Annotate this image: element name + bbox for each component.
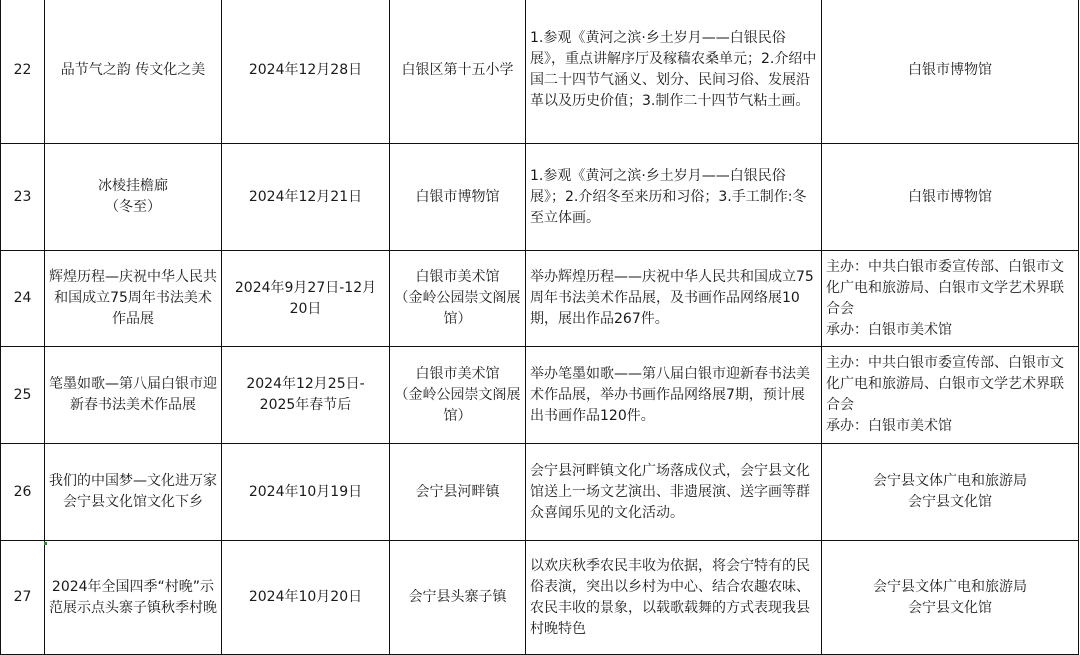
activity-title-line: 2024年全国四季“村晚”示范展示点头寨子镇秋季村晚 (49, 578, 217, 616)
activity-organizer-line: 承办：白银市美术馆 (826, 321, 952, 338)
activity-organizer-line: 白银市博物馆 (908, 61, 992, 78)
activity-venue (390, 251, 526, 347)
activity-date (222, 541, 390, 655)
activity-organizer-line: 会宁县文化馆 (908, 599, 992, 616)
activity-content: 举办辉煌历程——庆祝中华人民共和国成立75周年书法美术作品展，及书画作品网络展10期，展出作品267件。 (526, 251, 822, 347)
activity-organizer (822, 0, 1079, 144)
activity-organizer-line: 白银市博物馆 (908, 188, 992, 205)
activity-organizer-line: 主办：中共白银市委宣传部、白银市文化广电和旅游局、白银市文学艺术界联合会 (826, 258, 1064, 317)
activity-content: 举办笔墨如歌——第八届白银市迎新春书法美术作品展，举办书画作品网络展7期，预计展出书画作品120件。 (526, 347, 822, 444)
activity-organizer-line: 会宁县文体广电和旅游局 (873, 578, 1027, 595)
activity-organizer (822, 444, 1079, 541)
activity-venue (390, 444, 526, 541)
table-row (1, 144, 1079, 251)
activity-venue (390, 347, 526, 444)
activity-date (222, 144, 390, 251)
activity-title-line: 冰棱挂檐廊 (98, 178, 168, 194)
activity-venue (390, 541, 526, 655)
activity-title-line: 会宁县文化馆文化下乡 (63, 494, 203, 510)
activity-title-line: 笔墨如歌—第八届白银市迎新春书法美术作品展 (49, 376, 217, 413)
activity-title (45, 251, 222, 347)
activity-date-line: 2024年12月28日 (248, 61, 363, 78)
activity-date-line: 2024年12月21日 (248, 188, 363, 205)
table-row (1, 444, 1079, 541)
activity-content: 以欢庆秋季农民丰收为依据，将会宁特有的民俗表演，突出以乡村为中心、结合农趣农味、农民丰收的景象，以载歌载舞的方式表现我县村晚特色 (526, 541, 822, 655)
activity-venue-line: 会宁县河畔镇 (415, 483, 500, 500)
activity-organizer (822, 144, 1079, 251)
activity-organizer-line: 会宁县文体广电和旅游局 (873, 473, 1027, 489)
activity-title (45, 541, 222, 655)
activity-title (45, 444, 222, 541)
row-number: 22 (1, 0, 45, 144)
row-number: 25 (1, 347, 45, 444)
cell-marker (44, 542, 47, 545)
activity-title-line: （冬至） (105, 199, 161, 215)
table-row (1, 541, 1079, 655)
activity-organizer-line: 主办：中共白银市委宣传部、白银市文化广电和旅游局、白银市文学艺术界联合会 (826, 355, 1064, 413)
activity-date-line: 2024年12月25日- (246, 376, 365, 392)
activity-organizer (822, 251, 1079, 347)
activity-title-line: 我们的中国梦—文化进万家 (49, 473, 217, 489)
activity-title-line: 品节气之韵 传文化之美 (60, 61, 206, 78)
activity-title (45, 144, 222, 251)
activity-venue (390, 0, 526, 144)
activity-organizer-line: 承办：白银市美术馆 (826, 418, 952, 434)
activity-date-line: 2024年10月20日 (248, 589, 363, 605)
table-row (1, 347, 1079, 444)
activity-venue (390, 144, 526, 251)
row-number: 23 (1, 144, 45, 251)
table-row (1, 251, 1079, 347)
activity-title-line: 辉煌历程—庆祝中华人民共和国成立75周年书法美术作品展 (49, 269, 217, 327)
row-number: 27 (1, 541, 45, 655)
activity-organizer (822, 347, 1079, 444)
activity-date (222, 347, 390, 444)
activity-venue-line: （金岭公园崇文阁展馆） (394, 290, 521, 327)
activity-venue-line: 白银区第十五小学 (401, 61, 514, 78)
table-row (1, 0, 1079, 144)
activity-title (45, 0, 222, 144)
activity-venue-line: （金岭公园崇文阁展馆） (394, 386, 521, 424)
activity-date-line: 2025年春节后 (259, 397, 352, 413)
activity-content: 1.参观《黄河之滨·乡土岁月——白银民俗展》，重点讲解序厅及稼穑农桑单元；2.介绍中国二十四节气涵义、划分、民间习俗、发展沿革以及历史价值；3.制作二十四节气粘土画。 (526, 0, 822, 144)
activity-organizer (822, 541, 1079, 655)
activity-organizer-line: 会宁县文化馆 (908, 494, 992, 510)
row-number: 26 (1, 444, 45, 541)
row-number: 24 (1, 251, 45, 347)
activity-venue-line: 会宁县头寨子镇 (408, 589, 507, 605)
activity-date-line: 2024年9月27日-12月20日 (234, 279, 377, 317)
activity-title (45, 347, 222, 444)
activity-venue-line: 白银市美术馆 (415, 365, 500, 382)
activity-date (222, 0, 390, 144)
activity-date (222, 251, 390, 347)
activity-venue-line: 白银市美术馆 (415, 269, 500, 285)
table-body (1, 0, 1079, 655)
activity-date-line: 2024年10月19日 (248, 483, 363, 500)
activity-content: 1.参观《黄河之滨·乡土岁月——白银民俗展》；2.介绍冬至来历和习俗；3.手工制作:冬至立体画。 (526, 144, 822, 251)
activity-date (222, 444, 390, 541)
activity-venue-line: 白银市博物馆 (415, 188, 500, 205)
activity-content: 会宁县河畔镇文化广场落成仪式，会宁县文化馆送上一场文艺演出、非遗展演、送字画等群众喜闻乐见的文化活动。 (526, 444, 822, 541)
